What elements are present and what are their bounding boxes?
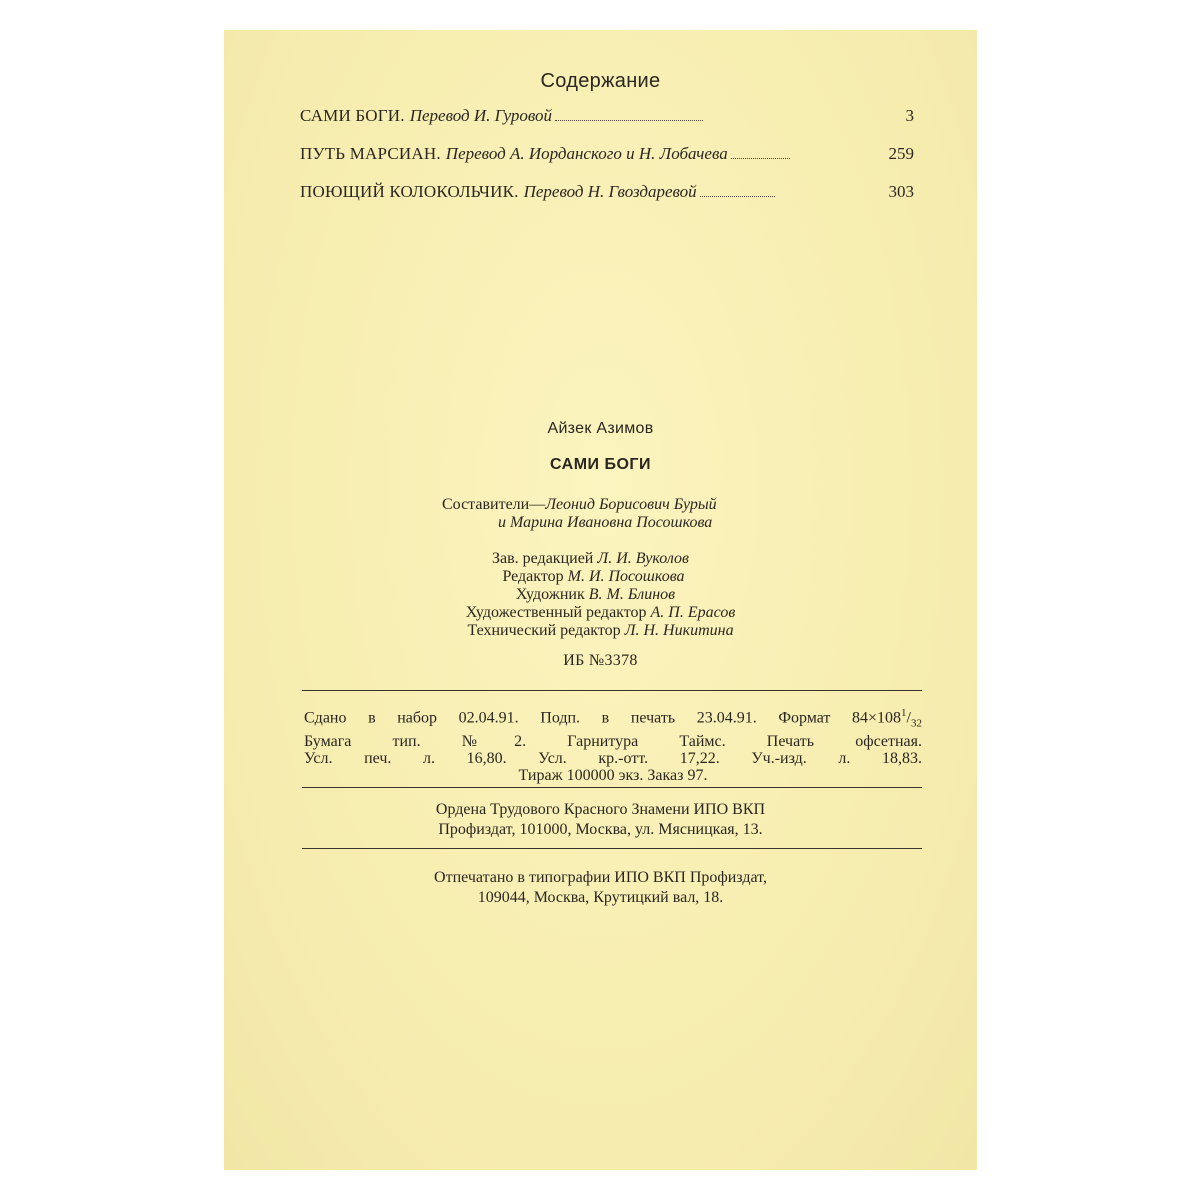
table-of-contents [300, 106, 914, 220]
toc-entry-translator: Перевод А. Иорданского и Н. Лобачева [445, 144, 728, 163]
printer-line: 109044, Москва, Крутицкий вал, 18. [477, 889, 724, 906]
compiler-name: и Марина Ивановна Посошкова [498, 514, 713, 531]
toc-entry-translator: Перевод Н. Гвоздаревой [523, 182, 697, 201]
staff-name: М. И. Посошкова [567, 568, 685, 585]
compilers-label: Составители— [442, 496, 546, 513]
staff-role: Редактор [502, 568, 564, 585]
publisher-line: Профиздат, 101000, Москва, ул. Мясницкая, 13. [438, 821, 763, 838]
staff-name: А. П. Ерасов [650, 604, 736, 621]
staff-role: Художник [515, 586, 585, 603]
compiler-name: Леонид Борисович Бурый [545, 496, 717, 513]
toc-entry-page: 3 [905, 106, 915, 125]
staff-role: Технический редактор [467, 622, 621, 639]
toc-dot-leader [731, 158, 791, 159]
book-page [224, 30, 977, 1170]
toc-entry-translator: Перевод И. Гуровой [409, 106, 553, 125]
staff-entry [224, 568, 977, 586]
toc-entry-title: ПОЮЩИЙ КОЛОКОЛЬЧИК. [300, 182, 519, 201]
divider-rule [302, 787, 922, 788]
toc-entry [300, 106, 914, 144]
toc-entry-page: 303 [888, 182, 914, 201]
printer-info [224, 868, 977, 908]
toc-entry-page: 259 [888, 144, 914, 163]
staff-entry [224, 622, 977, 640]
print-info-line: Тираж 100000 экз. Заказ 97. [518, 766, 708, 784]
toc-entry-title: САМИ БОГИ. [300, 106, 405, 125]
publisher-line: Ордена Трудового Красного Знамени ИПО ВКП [435, 801, 766, 818]
toc-heading: Содержание [540, 70, 661, 92]
staff-name: В. М. Блинов [588, 586, 676, 603]
editorial-staff [224, 550, 977, 640]
book-title: САМИ БОГИ [550, 456, 651, 473]
printer-line: Отпечатано в типографии ИПО ВКП Профиздат, [434, 869, 767, 886]
divider-rule [302, 690, 922, 691]
compilers [442, 496, 717, 532]
ib-number: ИБ №3378 [563, 652, 638, 669]
staff-role: Художественный редактор [465, 604, 647, 621]
divider-rule [302, 848, 922, 849]
staff-role: Зав. редакцией [491, 550, 594, 567]
staff-name: Л. И. Вуколов [597, 550, 689, 567]
toc-entry [300, 182, 914, 220]
toc-dot-leader [700, 196, 775, 197]
toc-entry-title: ПУТЬ МАРСИАН. [300, 144, 441, 163]
publisher-info [224, 800, 977, 840]
staff-entry [224, 550, 977, 568]
staff-entry [224, 604, 977, 622]
author-name: Айзек Азимов [547, 420, 654, 437]
staff-entry [224, 586, 977, 604]
toc-entry [300, 144, 914, 182]
print-info [304, 705, 922, 784]
print-info-line: Бумага тип. №2. Гарнитура Таймс. Печать офсетная. [304, 732, 922, 750]
staff-name: Л. Н. Никитина [624, 622, 734, 639]
print-info-line: Усл. печ. л. 16,80. Усл. кр.-отт. 17,22. Уч.-изд. л. 18,83. [304, 749, 922, 767]
print-info-line: Сдано в набор 02.04.91. Подп. в печать 23.04.91. Формат $84\times 108^1/_{32}$ [304, 707, 922, 730]
toc-dot-leader [555, 120, 702, 121]
